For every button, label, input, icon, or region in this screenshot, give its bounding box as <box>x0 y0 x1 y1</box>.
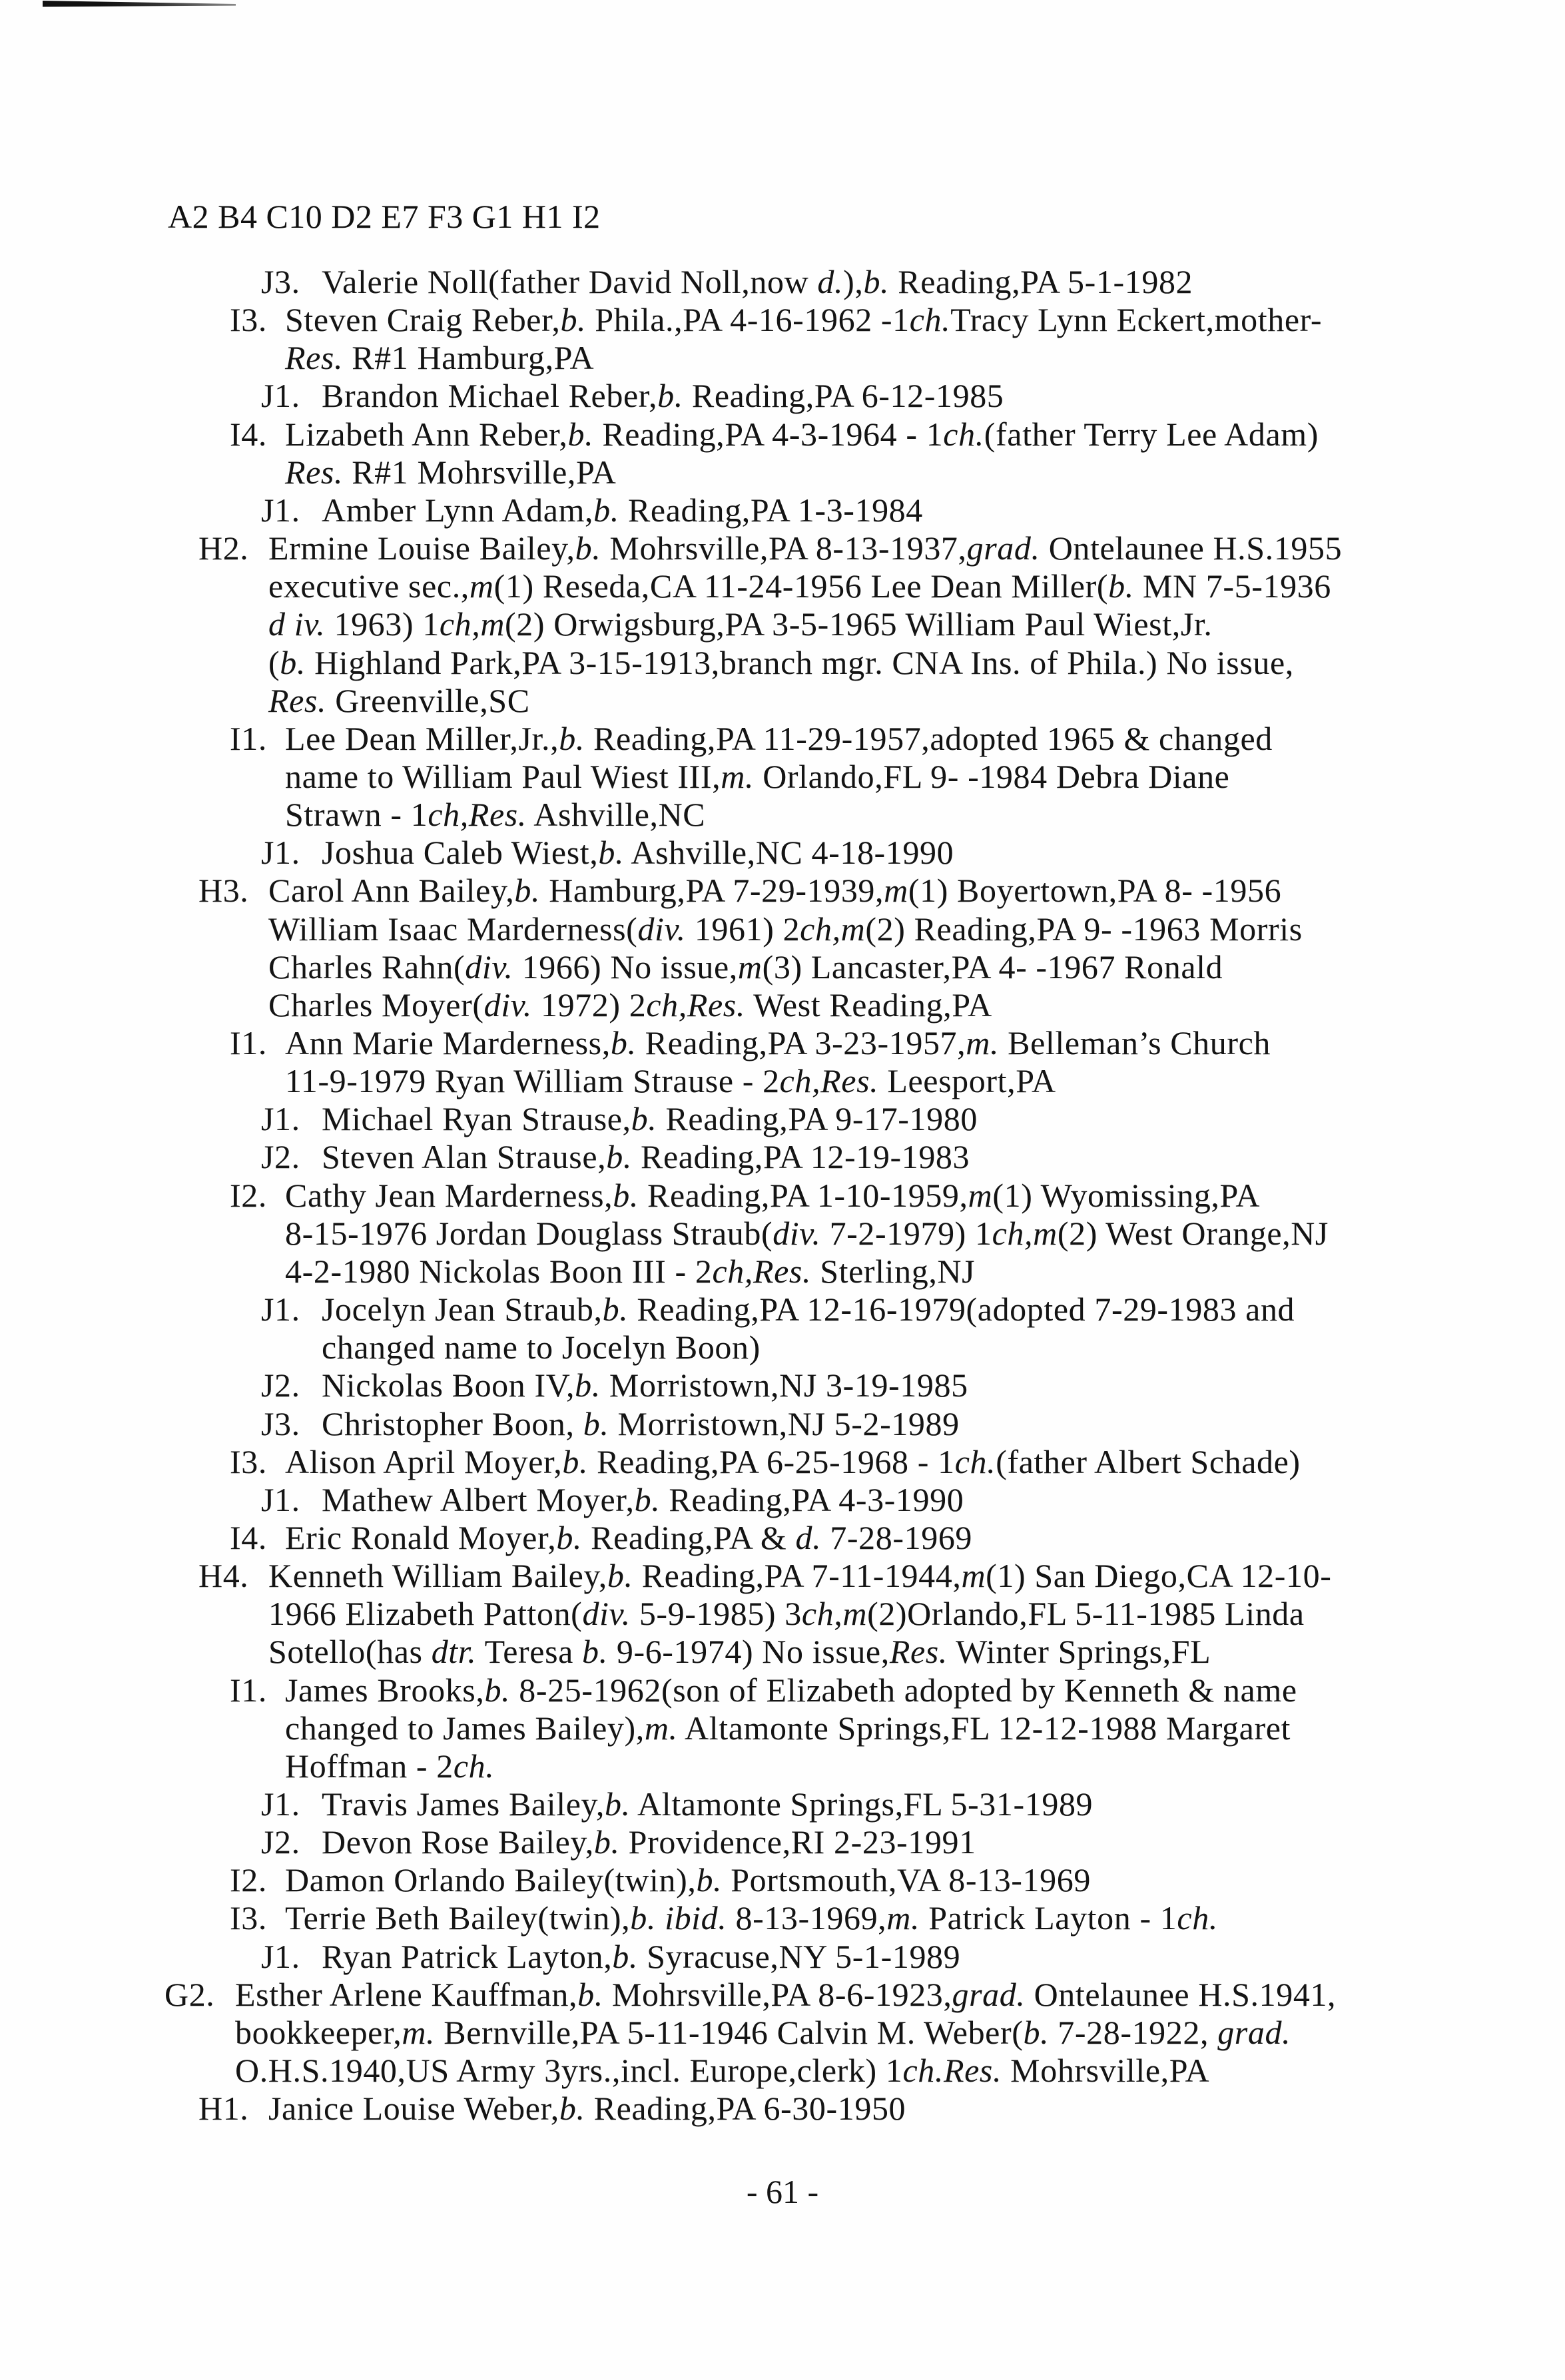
text-segment: Altamonte Springs,FL 12-12-1988 Margaret <box>677 1709 1291 1747</box>
entry-text <box>285 1024 1271 1062</box>
generation-label: I3. <box>230 1443 267 1480</box>
text-segment: Ashville,NC <box>526 796 706 833</box>
abbreviation-italic: m. <box>721 758 755 795</box>
text-segment: Highland Park,PA 3-15-1913,branch mgr. CNA Ins. of Phila.) No issue, <box>305 644 1294 681</box>
abbreviation-italic: ch,m <box>800 910 866 948</box>
abbreviation-italic: m <box>469 567 494 605</box>
text-segment: Charles Moyer( <box>268 986 484 1024</box>
entry-text <box>268 986 992 1024</box>
entry-text <box>322 1291 1295 1329</box>
generation-label: I1. <box>230 1671 267 1709</box>
text-segment: 7-2-1979) 1 <box>820 1215 992 1252</box>
abbreviation-italic: ch,m <box>992 1215 1058 1252</box>
generation-label: J1. <box>261 834 300 871</box>
text-segment: Morristown,NJ 5-2-1989 <box>609 1405 960 1442</box>
text-segment: O.H.S.1940,US Army 3yrs.,incl. Europe,clerk) 1 <box>235 2052 903 2089</box>
text-segment: 1961) 2 <box>685 910 800 948</box>
entry-text <box>322 263 1193 301</box>
abbreviation-italic: Res. <box>889 1633 948 1670</box>
text-segment: Mohrsville,PA 8-6-1923, <box>603 1976 952 2013</box>
text-segment: 7-28-1969 <box>821 1519 973 1556</box>
abbreviation-italic: ch. <box>453 1747 495 1785</box>
abbreviation-italic: div. <box>637 910 686 948</box>
text-segment: Charles Rahn( <box>268 948 466 986</box>
text-segment: Reading,PA 1-3-1984 <box>619 491 923 529</box>
abbreviation-italic: b. <box>577 1976 603 2013</box>
text-segment: Amber Lynn Adam, <box>322 491 594 529</box>
text-segment: Mohrsville,PA <box>1002 2052 1210 2089</box>
text-segment: Altamonte Springs,FL 5-31-1989 <box>630 1785 1094 1823</box>
text-segment: Reading,PA 4-3-1964 - 1 <box>593 416 944 453</box>
abbreviation-italic: b. ibid. <box>630 1899 727 1936</box>
text-segment: Devon Rose Bailey, <box>322 1823 594 1861</box>
abbreviation-italic: b. <box>583 1405 609 1442</box>
abbreviation-italic: b. <box>634 1481 661 1518</box>
text-segment: Damon Orlando Bailey(twin), <box>285 1861 697 1899</box>
text-segment: Alison April Moyer, <box>285 1443 563 1480</box>
text-segment: Mohrsville,PA 8-13-1937, <box>601 529 967 567</box>
text-segment: Terrie Beth Bailey(twin), <box>285 1899 631 1936</box>
text-segment: changed to James Bailey), <box>285 1709 645 1747</box>
abbreviation-italic: b. <box>559 720 585 757</box>
abbreviation-italic: d iv. <box>268 605 326 643</box>
entry-text <box>285 1215 1329 1253</box>
generation-label: H2. <box>198 529 249 567</box>
abbreviation-italic: b. <box>280 644 306 681</box>
entry-text <box>268 644 1294 682</box>
abbreviation-italic: b. <box>562 1443 589 1480</box>
entry-text <box>322 1405 960 1443</box>
text-segment: (1) Wyomissing,PA <box>992 1177 1261 1214</box>
text-segment: Reading,PA 3-23-1957, <box>636 1024 966 1061</box>
entry-text <box>322 1366 968 1404</box>
text-segment: Ashville,NC 4-18-1990 <box>624 834 954 871</box>
text-segment: 5-9-1985) 3 <box>630 1595 802 1632</box>
entry-text <box>285 1177 1260 1215</box>
entry-text <box>322 1138 970 1176</box>
text-segment: Cathy Jean Marderness, <box>285 1177 613 1214</box>
text-segment: Reading,PA 11-29-1957,adopted 1965 & changed <box>584 720 1273 757</box>
entry-text <box>285 1671 1297 1709</box>
text-segment: Ontelaunee H.S.1955 <box>1040 529 1343 567</box>
generation-label: H3. <box>198 872 249 909</box>
text-segment: Reading,PA & <box>582 1519 796 1556</box>
text-segment: Brandon Michael Reber, <box>322 377 658 414</box>
text-segment: 1966 Elizabeth Patton( <box>268 1595 583 1632</box>
text-segment: Eric Ronald Moyer, <box>285 1519 557 1556</box>
text-segment: Phila.,PA 4-16-1962 -1 <box>586 301 910 338</box>
entry-text <box>285 796 705 834</box>
generation-label: J1. <box>261 1785 300 1823</box>
text-segment: William Isaac Marderness( <box>268 910 638 948</box>
text-segment: Reading,PA 9-17-1980 <box>657 1100 978 1137</box>
text-segment: Nickolas Boon IV, <box>322 1366 575 1404</box>
abbreviation-italic: b. <box>484 1671 511 1709</box>
generation-label: I3. <box>230 1899 267 1936</box>
text-segment: Christopher Boon, <box>322 1405 583 1442</box>
text-segment: 8-15-1976 Jordan Douglass Straub( <box>285 1215 773 1252</box>
abbreviation-italic: b. <box>567 416 594 453</box>
abbreviation-italic: ch,Res. <box>712 1253 812 1290</box>
abbreviation-italic: ch,m <box>801 1595 868 1632</box>
entry-text <box>285 1443 1301 1481</box>
abbreviation-italic: b. <box>696 1861 723 1899</box>
text-segment: Reading,PA 5-1-1982 <box>889 263 1193 300</box>
entry-text <box>285 416 1319 453</box>
entry-text <box>285 720 1273 758</box>
abbreviation-italic: div. <box>773 1215 821 1252</box>
text-segment: (2) West Orange,NJ <box>1057 1215 1329 1252</box>
abbreviation-italic: ch. <box>909 301 951 338</box>
generation-label: I1. <box>230 720 267 757</box>
generation-label: J2. <box>261 1366 300 1404</box>
text-segment: Tracy Lynn Eckert,mother- <box>950 301 1323 338</box>
entry-text <box>268 529 1342 567</box>
abbreviation-italic: grad. <box>952 1976 1026 2013</box>
abbreviation-italic: m. <box>966 1024 1000 1061</box>
entry-text <box>268 1557 1331 1595</box>
abbreviation-italic: b. <box>863 263 890 300</box>
text-segment: Morristown,NJ 3-19-1985 <box>600 1366 968 1404</box>
text-segment: Reading,PA 6-25-1968 - 1 <box>588 1443 955 1480</box>
text-segment: 11-9-1979 Ryan William Strause - 2 <box>285 1062 780 1099</box>
generation-label: J1. <box>261 1100 300 1137</box>
abbreviation-italic: m <box>961 1557 986 1594</box>
text-segment: Reading,PA 6-12-1985 <box>683 377 1004 414</box>
entry-text <box>322 1823 976 1861</box>
text-segment: Lizabeth Ann Reber, <box>285 416 568 453</box>
text-segment: Ryan Patrick Layton, <box>322 1938 613 1975</box>
generation-label: I1. <box>230 1024 267 1061</box>
abbreviation-italic: Res. <box>285 453 344 491</box>
abbreviation-italic: m. <box>886 1899 920 1936</box>
text-segment: 1972) 2 <box>531 986 647 1024</box>
entry-text <box>268 605 1212 643</box>
text-segment: (1) San Diego,CA 12-10- <box>986 1557 1332 1594</box>
generation-label: J3. <box>261 1405 300 1442</box>
text-segment: (2) Orwigsburg,PA 3-5-1965 William Paul Wiest,Jr. <box>505 605 1213 643</box>
entry-text <box>285 1747 494 1785</box>
scan-edge-rule <box>43 1 236 7</box>
abbreviation-italic: m <box>884 872 908 909</box>
abbreviation-italic: b. <box>606 1138 632 1175</box>
entry-text <box>235 1976 1336 2014</box>
text-segment: Lee Dean Miller,Jr., <box>285 720 559 757</box>
text-segment: Ontelaunee H.S.1941, <box>1025 1976 1337 2013</box>
text-segment: R#1 Hamburg,PA <box>343 339 595 376</box>
abbreviation-italic: ch. <box>954 1443 996 1480</box>
text-segment: name to William Paul Wiest III, <box>285 758 721 795</box>
text-segment: Esther Arlene Kauffman, <box>235 1976 578 2013</box>
abbreviation-italic: b. <box>613 1177 639 1214</box>
generation-label: J3. <box>261 263 300 300</box>
text-segment: Portsmouth,VA 8-13-1969 <box>722 1861 1091 1899</box>
entry-text <box>322 1938 960 1976</box>
text-segment: 9-6-1974) No issue, <box>607 1633 890 1670</box>
entry-text <box>235 2014 1291 2052</box>
entry-text <box>322 1329 761 1366</box>
entry-text <box>268 1633 1211 1671</box>
text-segment: executive sec., <box>268 567 470 605</box>
abbreviation-italic: b. <box>607 1557 633 1594</box>
generation-label: H1. <box>198 2090 249 2127</box>
abbreviation-italic: b. <box>631 1100 657 1137</box>
abbreviation-italic: ch,Res. <box>779 1062 879 1099</box>
entry-text <box>285 758 1229 796</box>
abbreviation-italic: ch,Res. <box>428 796 527 833</box>
text-segment: (1) Boyertown,PA 8- -1956 <box>908 872 1282 909</box>
abbreviation-italic: div. <box>582 1595 631 1632</box>
page-number: - 61 - <box>746 2173 819 2210</box>
abbreviation-italic: m <box>968 1177 993 1214</box>
generation-label: I4. <box>230 416 267 453</box>
generation-label: I3. <box>230 301 267 338</box>
text-segment: MN 7-5-1936 <box>1133 567 1331 605</box>
generation-label: J1. <box>261 377 300 414</box>
entry-text <box>285 1062 1056 1100</box>
text-segment: Steven Alan Strause, <box>322 1138 607 1175</box>
text-segment: Teresa <box>476 1633 583 1670</box>
text-segment: Patrick Layton - 1 <box>920 1899 1177 1936</box>
text-segment: James Brooks, <box>285 1671 485 1709</box>
entry-text <box>285 1519 972 1557</box>
text-segment: Michael Ryan Strause, <box>322 1100 631 1137</box>
generation-label: I2. <box>230 1861 267 1899</box>
text-segment: Reading,PA 1-10-1959, <box>638 1177 968 1214</box>
abbreviation-italic: b. <box>657 377 683 414</box>
text-segment: (3) Lancaster,PA 4- -1967 Ronald <box>762 948 1223 986</box>
entry-text <box>322 834 954 872</box>
entry-text <box>322 1100 978 1138</box>
abbreviation-italic: m <box>737 948 763 986</box>
abbreviation-italic: d. <box>817 263 844 300</box>
text-segment: Hamburg,PA 7-29-1939, <box>540 872 884 909</box>
entry-text <box>268 567 1331 605</box>
text-segment: Belleman’s Church <box>999 1024 1271 1061</box>
entry-text <box>322 1785 1093 1823</box>
abbreviation-italic: b. <box>582 1633 608 1670</box>
text-segment: 1963) 1 <box>325 605 440 643</box>
generation-label: J2. <box>261 1138 300 1175</box>
text-segment: Providence,RI 2-23-1991 <box>619 1823 976 1861</box>
text-segment: Hoffman - 2 <box>285 1747 454 1785</box>
text-segment: Ermine Louise Bailey, <box>268 529 575 567</box>
generation-label: J1. <box>261 1291 300 1328</box>
abbreviation-italic: b. <box>593 491 619 529</box>
text-segment: Travis James Bailey, <box>322 1785 605 1823</box>
text-segment: Ann Marie Marderness, <box>285 1024 611 1061</box>
abbreviation-italic: b. <box>514 872 541 909</box>
abbreviation-italic: b. <box>610 1024 637 1061</box>
text-segment: Orlando,FL 9- -1984 Debra Diane <box>754 758 1230 795</box>
text-segment: changed name to Jocelyn Boon) <box>322 1329 761 1366</box>
text-segment: Reading,PA 12-19-1983 <box>631 1138 970 1175</box>
text-segment: ), <box>843 263 864 300</box>
text-segment: (1) Reseda,CA 11-24-1956 Lee Dean Miller( <box>493 567 1109 605</box>
abbreviation-italic: Res. <box>285 339 344 376</box>
abbreviation-italic: b. <box>1108 567 1134 605</box>
text-segment: R#1 Mohrsville,PA <box>343 453 617 491</box>
text-segment: Reading,PA 7-11-1944, <box>633 1557 962 1594</box>
text-segment: Joshua Caleb Wiest, <box>322 834 599 871</box>
abbreviation-italic: m. <box>402 2014 436 2051</box>
text-segment: Kenneth William Bailey, <box>268 1557 607 1594</box>
text-segment: (2) Reading,PA 9- -1963 Morris <box>865 910 1303 948</box>
abbreviation-italic: b. <box>556 1519 583 1556</box>
text-segment: Leesport,PA <box>878 1062 1056 1099</box>
abbreviation-italic: b. <box>1023 2014 1050 2051</box>
abbreviation-italic: b. <box>559 2090 585 2127</box>
abbreviation-italic: d. <box>795 1519 822 1556</box>
generation-label: I2. <box>230 1177 267 1214</box>
text-segment: Sotello(has <box>268 1633 432 1670</box>
generation-label: J2. <box>261 1823 300 1861</box>
entry-text <box>268 682 530 720</box>
abbreviation-italic: div. <box>483 986 532 1024</box>
entry-text <box>322 377 1004 415</box>
generation-label: J1. <box>261 491 300 529</box>
text-segment: 8-25-1962(son of Elizabeth adopted by Kenneth & name <box>510 1671 1297 1709</box>
entry-text <box>285 1899 1218 1937</box>
text-segment: Valerie Noll(father David Noll,now <box>322 263 818 300</box>
abbreviation-italic: grad. <box>966 529 1040 567</box>
entry-text <box>268 872 1281 910</box>
entry-text <box>322 491 923 529</box>
entry-text <box>268 1595 1305 1633</box>
abbreviation-italic: Res. <box>268 682 327 719</box>
abbreviation-italic: ch.Res. <box>902 2052 1002 2089</box>
entry-text <box>235 2052 1209 2090</box>
abbreviation-italic: b. <box>575 529 601 567</box>
entry-text <box>322 1481 964 1519</box>
generation-label: G2. <box>164 1976 215 2013</box>
text-segment: (father Albert Schade) <box>996 1443 1301 1480</box>
abbreviation-italic: grad. <box>1217 2014 1291 2051</box>
text-segment: Jocelyn Jean Straub, <box>322 1291 603 1328</box>
entry-text <box>268 948 1223 986</box>
generation-label: J1. <box>261 1481 300 1518</box>
abbreviation-italic: b. <box>612 1938 638 1975</box>
text-segment: Reading,PA 12-16-1979(adopted 7-29-1983 and <box>628 1291 1295 1328</box>
text-segment: Mathew Albert Moyer, <box>322 1481 635 1518</box>
text-segment: West Reading,PA <box>745 986 992 1024</box>
text-segment: Reading,PA 4-3-1990 <box>660 1481 964 1518</box>
abbreviation-italic: b. <box>593 1823 620 1861</box>
text-segment: Syracuse,NY 5-1-1989 <box>638 1938 961 1975</box>
abbreviation-italic: ch,Res. <box>646 986 745 1024</box>
abbreviation-italic: b. <box>598 834 625 871</box>
abbreviation-italic: dtr. <box>431 1633 477 1670</box>
abbreviation-italic: b. <box>560 301 587 338</box>
text-segment: Greenville,SC <box>326 682 530 719</box>
generation-label: I4. <box>230 1519 267 1556</box>
text-segment: ( <box>268 644 280 681</box>
abbreviation-italic: b. <box>575 1366 601 1404</box>
text-segment: Bernville,PA 5-11-1946 Calvin M. Weber( <box>435 2014 1024 2051</box>
text-segment: Steven Craig Reber, <box>285 301 561 338</box>
text-segment: 1966) No issue, <box>513 948 738 986</box>
abbreviation-italic: ch,m <box>439 605 505 643</box>
text-segment: Carol Ann Bailey, <box>268 872 515 909</box>
text-segment: (2)Orlando,FL 5-11-1985 Linda <box>867 1595 1305 1632</box>
text-segment: Strawn - 1 <box>285 796 428 833</box>
entry-text <box>268 2090 906 2128</box>
abbreviation-italic: b. <box>604 1785 631 1823</box>
text-segment: Winter Springs,FL <box>947 1633 1211 1670</box>
text-segment: (father Terry Lee Adam) <box>984 416 1319 453</box>
entry-text <box>285 1253 975 1291</box>
abbreviation-italic: b. <box>602 1291 629 1328</box>
generation-code-header: A2 B4 C10 D2 E7 F3 G1 H1 I2 <box>168 198 601 235</box>
text-segment: bookkeeper, <box>235 2014 402 2051</box>
entry-text <box>285 1861 1091 1899</box>
entry-text <box>285 339 594 377</box>
generation-label: H4. <box>198 1557 249 1594</box>
entry-text <box>285 1709 1291 1747</box>
text-segment: Reading,PA 6-30-1950 <box>585 2090 906 2127</box>
abbreviation-italic: ch. <box>1177 1899 1218 1936</box>
entry-text <box>268 910 1303 948</box>
abbreviation-italic: div. <box>465 948 513 986</box>
abbreviation-italic: m. <box>644 1709 678 1747</box>
text-segment: 4-2-1980 Nickolas Boon III - 2 <box>285 1253 713 1290</box>
entry-text <box>285 453 617 491</box>
text-segment: Sterling,NJ <box>811 1253 976 1290</box>
abbreviation-italic: ch. <box>943 416 984 453</box>
text-segment: 8-13-1969, <box>727 1899 887 1936</box>
entry-text <box>285 301 1322 339</box>
text-segment: Janice Louise Weber, <box>268 2090 559 2127</box>
text-segment: 7-28-1922, <box>1049 2014 1218 2051</box>
generation-label: J1. <box>261 1938 300 1975</box>
